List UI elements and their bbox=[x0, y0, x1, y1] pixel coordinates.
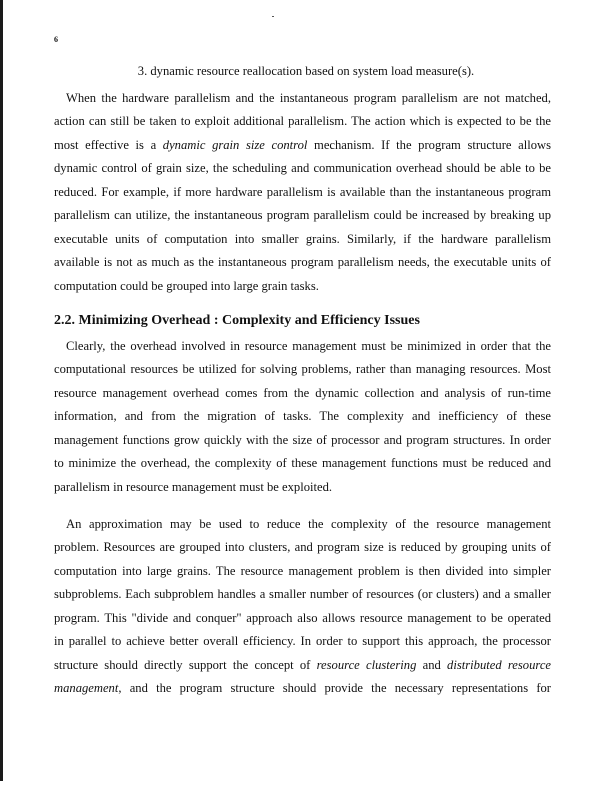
emphasis-term: resource clustering bbox=[316, 658, 417, 672]
text: structure should directly support the concept of bbox=[54, 658, 317, 672]
para2-line-2: computational resources be utilized for solving problems, rather than managing resources. Most bbox=[54, 362, 551, 376]
para1-line-9: computation could be grouped into large grain tasks. bbox=[54, 279, 319, 293]
text: most effective is a bbox=[54, 138, 163, 152]
text: and bbox=[416, 658, 448, 672]
emphasis-term: distributed resource bbox=[447, 658, 551, 672]
para3-line-6: in parallel to achieve better overall efficiency. In order to support this approach, the processor bbox=[54, 634, 551, 648]
text: mechanism. If the program structure allows bbox=[307, 138, 552, 152]
text: , and the program structure should provide the necessary representations for bbox=[118, 681, 551, 695]
para3-line-3: computation into large grains. The resource management problem is then divided into simpler bbox=[54, 564, 551, 578]
para2-line-6: to minimize the overhead, the complexity of these management functions must be reduced and bbox=[54, 456, 551, 470]
emphasis-term: management bbox=[54, 681, 119, 695]
section-heading: 2.2. Minimizing Overhead : Complexity and Efficiency Issues bbox=[54, 313, 420, 328]
para2-line-4: information, and from the migration of tasks. The complexity and inefficiency of these bbox=[54, 409, 551, 423]
para3-line-5: program. This "divide and conquer" approach also allows resource management to be operated bbox=[54, 611, 551, 625]
scan-speck bbox=[272, 16, 274, 17]
para1-line-7: executable units of computation into smaller grains. Similarly, if the hardware parallelism bbox=[54, 232, 551, 246]
para2-line-5: management functions grow quickly with the size of processor and program structures. In order bbox=[54, 433, 551, 447]
scan-left-edge bbox=[0, 0, 3, 781]
page-number: 6 bbox=[54, 35, 58, 44]
para3-line-4: subproblems. Each subproblem handles a smaller number of resources (or clusters) and a smaller bbox=[54, 587, 551, 601]
para3-line-1: An approximation may be used to reduce the complexity of the resource management bbox=[66, 517, 551, 531]
para1-line-6: parallelism can utilize, the instantaneous program parallelism could be increased by breaking up bbox=[54, 208, 551, 222]
para2-line-3: resource management overhead comes from the dynamic collection and analysis of run-time bbox=[54, 386, 551, 400]
para2-line-7: parallelism in resource management must be exploited. bbox=[54, 480, 333, 494]
para3-line-2: problem. Resources are grouped into clusters, and program size is reduced by grouping units of bbox=[54, 540, 551, 554]
para1-line-5: reduced. For example, if more hardware parallelism is available than the instantaneous program bbox=[54, 185, 551, 199]
para1-line-1: When the hardware parallelism and the instantaneous program parallelism are not matched, bbox=[66, 91, 551, 105]
para1-line-2: action can still be taken to exploit additional parallelism. The action which is expected to be the bbox=[54, 114, 551, 128]
para1-line-3 bbox=[54, 138, 551, 152]
para2-line-1: Clearly, the overhead involved in resource management must be minimized in order that the bbox=[66, 339, 551, 353]
emphasis-term: dynamic grain size control bbox=[162, 138, 308, 152]
list-item-3: 3. dynamic resource reallocation based on system load measure(s). bbox=[137, 64, 475, 78]
para3-line-7 bbox=[54, 658, 551, 672]
para3-line-8 bbox=[54, 681, 551, 695]
para1-line-4: dynamic control of grain size, the scheduling and communication overhead should be able to be bbox=[54, 161, 551, 175]
para1-line-8: available is not as much as the instantaneous program parallelism needs, the executable units of bbox=[54, 255, 551, 269]
